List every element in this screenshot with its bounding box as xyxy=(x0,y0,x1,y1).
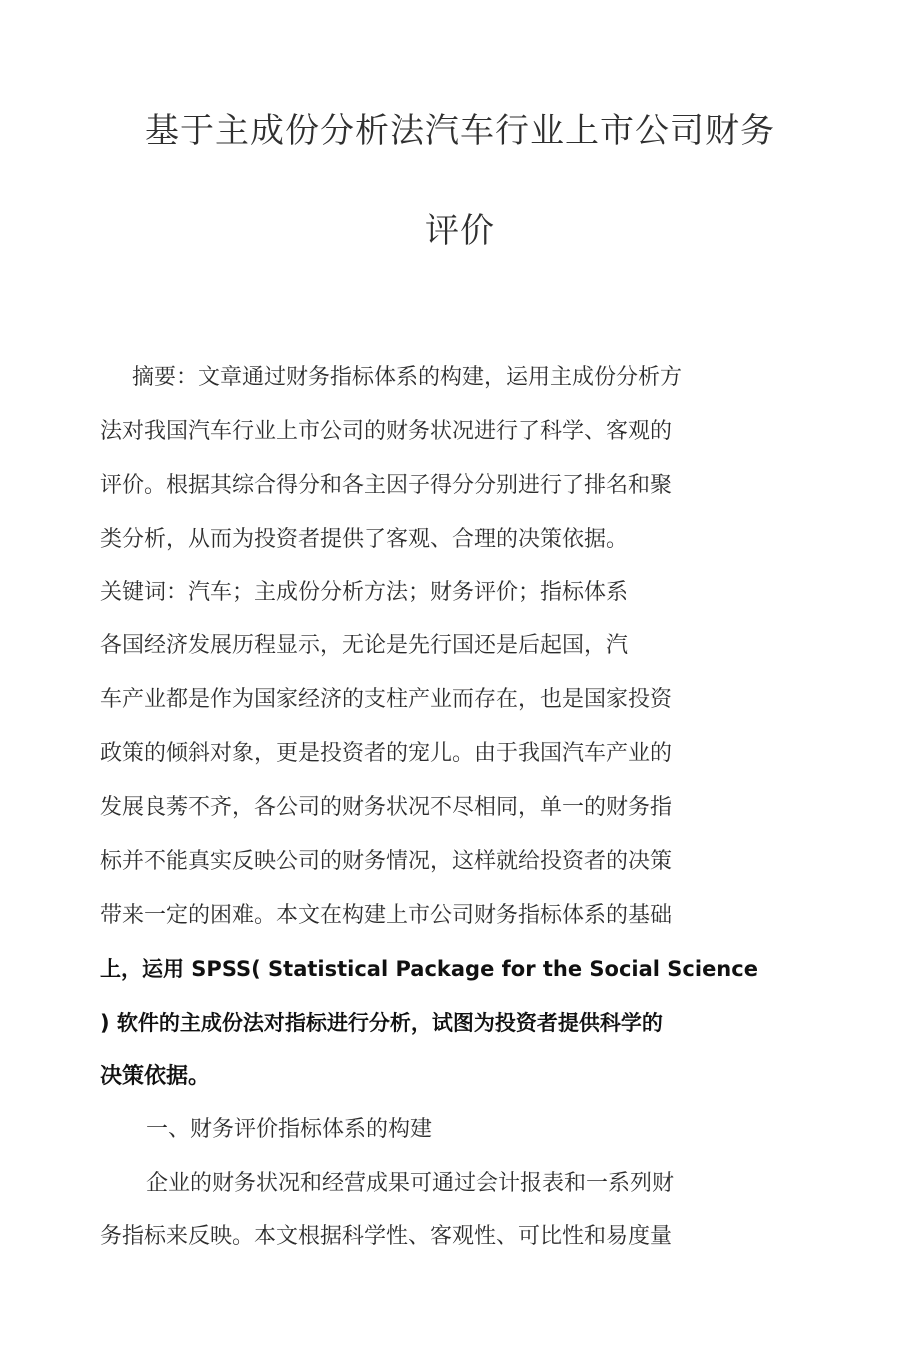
document-title-line-1: 基于主成份分析法汽车行业上市公司财务 xyxy=(145,111,775,151)
abstract-line-3: 评价。根据其综合得分和各主因子得分分别进行了排名和聚 xyxy=(100,473,673,498)
abstract-line-1: 摘要：文章通过财务指标体系的构建，运用主成份分析方 xyxy=(132,365,683,390)
document-title-line-2: 评价 xyxy=(425,211,495,251)
body-line-4: 发展良莠不齐，各公司的财务状况不尽相同，单一的财务指 xyxy=(100,795,673,820)
body-line-8: ) 软件的主成份法对指标进行分析，试图为投资者提供科学的 xyxy=(100,1011,663,1035)
body-line-11: 务指标来反映。本文根据科学性、客观性、可比性和易度量 xyxy=(100,1224,673,1249)
body-line-10: 企业的财务状况和经营成果可通过会计报表和一系列财 xyxy=(146,1171,675,1196)
body-line-1: 各国经济发展历程显示，无论是先行国还是后起国，汽 xyxy=(100,633,629,658)
body-line-3: 政策的倾斜对象，更是投资者的宠儿。由于我国汽车产业的 xyxy=(100,741,673,766)
abstract-line-4: 类分析，从而为投资者提供了客观、合理的决策依据。 xyxy=(100,527,629,552)
body-line-2: 车产业都是作为国家经济的支柱产业而存在，也是国家投资 xyxy=(100,687,673,712)
section-heading-1: 一、财务评价指标体系的构建 xyxy=(146,1117,433,1142)
abstract-line-2: 法对我国汽车行业上市公司的财务状况进行了科学、客观的 xyxy=(100,419,673,444)
body-line-6: 带来一定的困难。本文在构建上市公司财务指标体系的基础 xyxy=(100,903,673,928)
body-line-9: 决策依据。 xyxy=(100,1064,211,1089)
keywords-line: 关键词：汽车；主成份分析方法；财务评价；指标体系 xyxy=(100,580,629,605)
body-line-7: 上，运用 SPSS( Statistical Package for the Social Science xyxy=(100,957,758,981)
body-line-5: 标并不能真实反映公司的财务情况，这样就给投资者的决策 xyxy=(100,849,673,874)
